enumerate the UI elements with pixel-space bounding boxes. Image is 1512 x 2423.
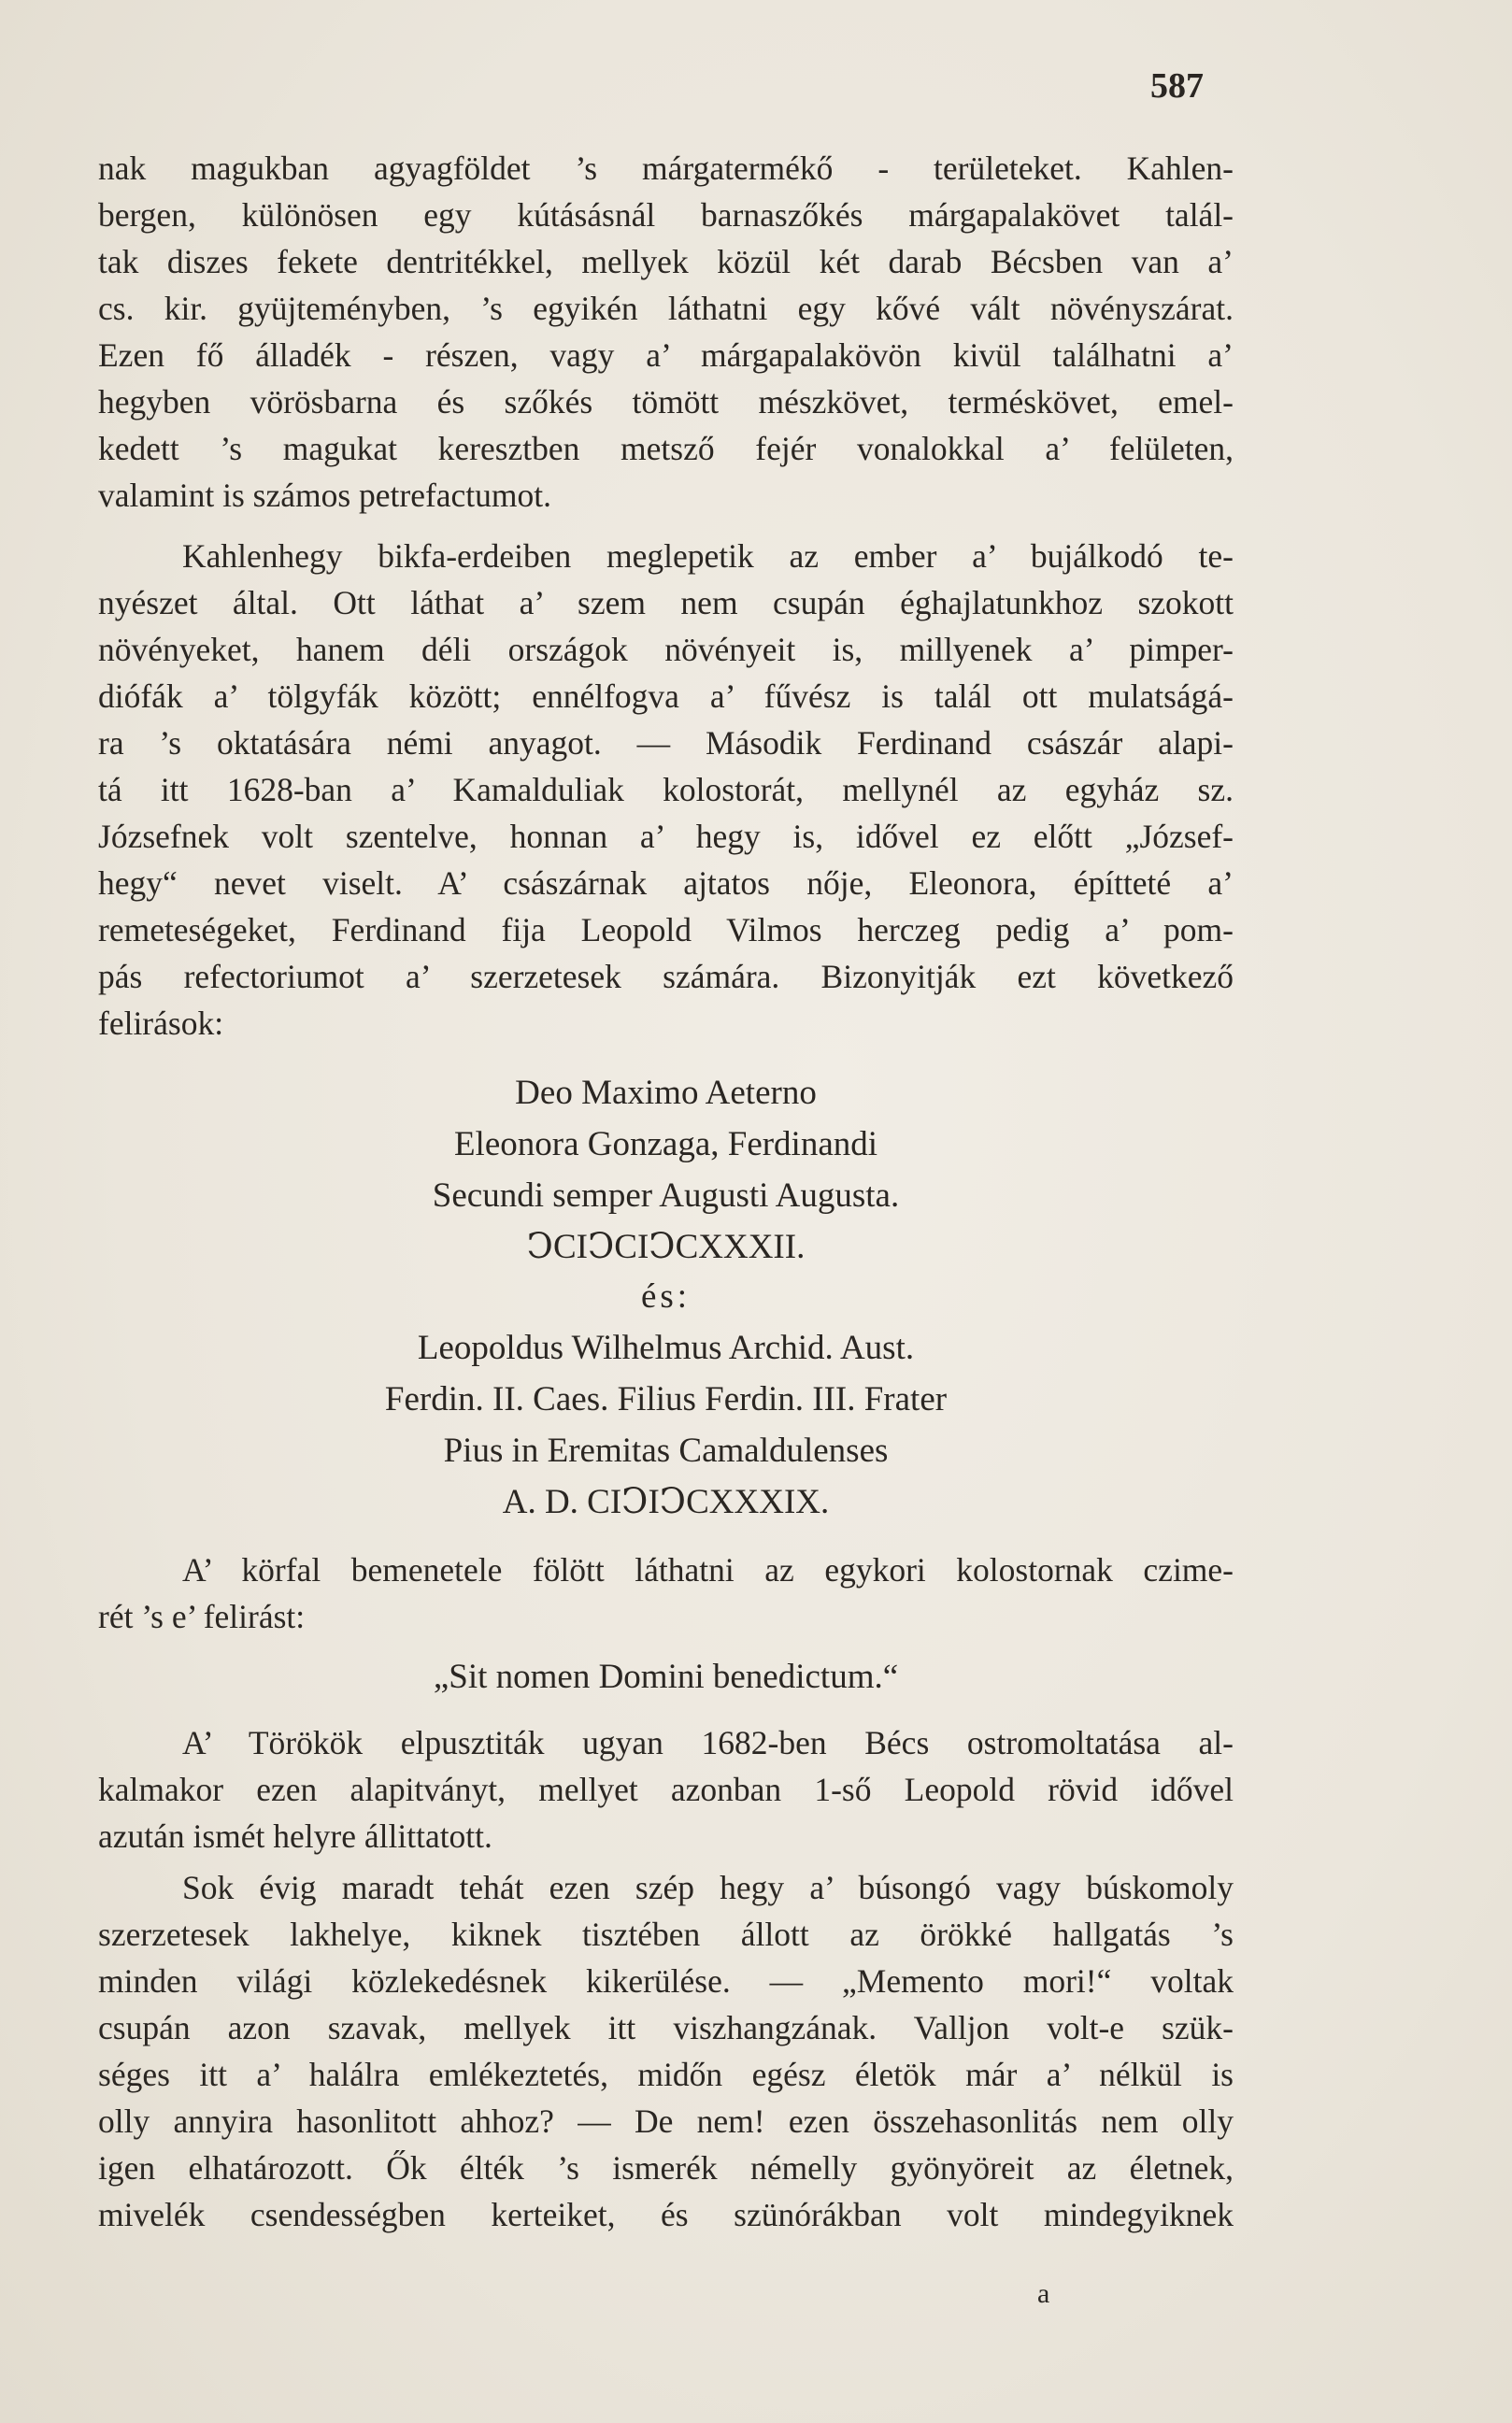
- text-line: Józsefnek volt szentelve, honnan a’ hegy is, idővel ez előtt „József-: [98, 818, 1234, 855]
- signature-mark: a: [1037, 2278, 1050, 2309]
- text-line: hegyben vörösbarna és szőkés tömött mészkövet, terméskövet, emel-: [98, 383, 1234, 420]
- text-line: Sok évig maradt tehát ezen szép hegy a’ búsongó vagy búskomoly: [182, 1869, 1234, 1906]
- text-line: cs. kir. gyüjteményben, ’s egyikén láthatni egy kővé vált növényszárat.: [98, 290, 1234, 327]
- text-line: tá itt 1628-ban a’ Kamalduliak kolostorát, mellynél az egyház sz.: [98, 771, 1234, 808]
- text-line: szerzetesek lakhelye, kiknek tisztében állott az örökké hallgatás ’s: [98, 1916, 1234, 1953]
- text-line: tak diszes fekete dentritékkel, mellyek közül két darab Bécsben van a’: [98, 243, 1234, 280]
- text-line: nak magukban agyagföldet ’s márgatermékő - területeket. Kahlen-: [98, 150, 1234, 187]
- text-line: diófák a’ tölgyfák között; ennélfogva a’ fűvész is talál ott mulatságá-: [98, 677, 1234, 715]
- inscription-line: Secundi semper Augusti Augusta.: [432, 1176, 900, 1215]
- text-line: hegy“ nevet viselt. A’ császárnak ajtatos nője, Eleonora, építteté a’: [98, 864, 1234, 902]
- inscription-line: Pius in Eremitas Camaldulenses: [443, 1432, 889, 1470]
- text-line: Ezen fő álladék - részen, vagy a’ márgapalakövön kivül találhatni a’: [98, 336, 1234, 374]
- text-line: valamint is számos petrefactumot.: [98, 477, 552, 514]
- text-line: növényeket, hanem déli országok növényeit is, millyenek a’ pimper-: [98, 631, 1234, 668]
- text-line: Kahlenhegy bikfa-erdeiben meglepetik az ember a’ bujálkodó te-: [182, 537, 1234, 575]
- text-line: nyészet által. Ott láthat a’ szem nem csupán éghajlatunkhoz szokott: [98, 584, 1234, 621]
- inscription-line: Eleonora Gonzaga, Ferdinandi: [453, 1125, 878, 1163]
- motto: „Sit nomen Domini benedictum.“: [433, 1658, 899, 1696]
- inscription-separator: és:: [640, 1277, 692, 1316]
- inscription-line: ↃCIↃCIↃCXXXII.: [526, 1228, 806, 1266]
- page-number: 587: [1150, 66, 1204, 106]
- inscription-line: Deo Maximo Aeterno: [515, 1074, 817, 1112]
- text-line: olly annyira hasonlitott ahhoz? — De nem! ezen összehasonlitás nem olly: [98, 2102, 1234, 2140]
- text-line: csupán azon szavak, mellyek itt viszhangzának. Valljon volt-e szük-: [98, 2009, 1234, 2046]
- text-line: minden világi közlekedésnek kikerülése. — „Memento mori!“ voltak: [98, 1962, 1234, 2000]
- text-line: bergen, különösen egy kútásásnál barnaszőkés márgapalakövet talál-: [98, 196, 1234, 234]
- text-line: ra ’s oktatására némi anyagot. — Második Ferdinand császár alapi-: [98, 724, 1234, 762]
- text-line: kalmakor ezen alapitványt, mellyet azonban 1-ső Leopold rövid idővel: [98, 1771, 1234, 1808]
- text-line: remeteségeket, Ferdinand fija Leopold Vilmos herczeg pedig a’ pom-: [98, 911, 1234, 948]
- text-line: A’ körfal bemenetele fölött láthatni az egykori kolostornak czime-: [182, 1551, 1234, 1589]
- text-line: rét ’s e’ felirást:: [98, 1598, 306, 1635]
- text-line: igen elhatározott. Ők élték ’s ismerék némelly gyönyöreit az életnek,: [98, 2149, 1234, 2187]
- inscription-line: Ferdin. II. Caes. Filius Ferdin. III. Frater: [384, 1380, 948, 1418]
- text-line: kedett ’s magukat keresztben metsző fejér vonalokkal a’ felületen,: [98, 430, 1234, 467]
- text-line: pás refectoriumot a’ szerzetesek számára. Bizonyitják ezt következő: [98, 958, 1234, 995]
- text-line: azután ismét helyre állittatott.: [98, 1817, 492, 1855]
- text-line: A’ Törökök elpusztiták ugyan 1682-ben Bécs ostromoltatása al-: [182, 1724, 1234, 1761]
- inscription-line: A. D. CIↃIↃCXXXIX.: [502, 1483, 830, 1521]
- text-line: mivelék csendességben kerteiket, és szünórákban volt mindegyiknek: [98, 2196, 1234, 2233]
- text-line: felirások:: [98, 1005, 224, 1042]
- text-line: séges itt a’ halálra emlékeztetés, midőn egész életök már a’ nélkül is: [98, 2056, 1234, 2093]
- inscription-line: Leopoldus Wilhelmus Archid. Aust.: [417, 1329, 915, 1367]
